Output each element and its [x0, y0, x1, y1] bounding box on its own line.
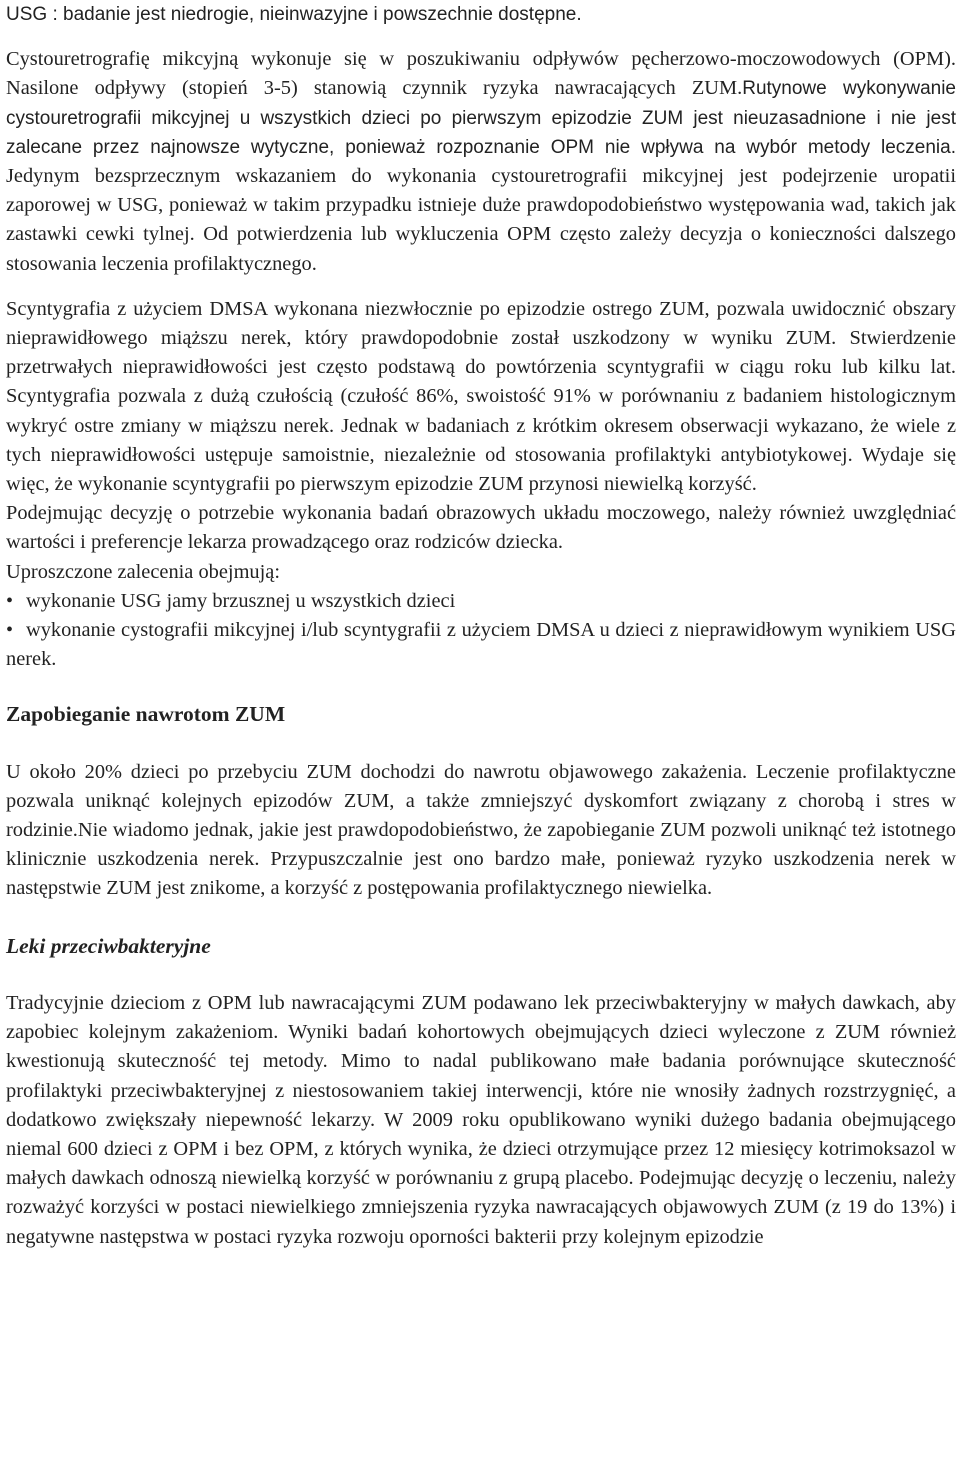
paragraph-scintigraphy: Scyntygrafia z użyciem DMSA wykonana niezwłocznie po epizodzie ostrego ZUM, pozwala uwidocznić obszary nieprawidłowego miąższu nerek, który prawdopodobnie został uszkodzony w wyniku ZUM. Stwierdzenie przetrwałych nieprawidłowości jest często podstawą do powtórzenia scyntygrafii w ciągu roku lub kilku lat. Scyntygrafia pozwala z dużą czułością (czułość 86%, swoistość 91% w porównaniu z badaniem histologicznym wykryć ostre zmiany w miąższu nerek. Jednak w badaniach z krótkim okresem obserwacji wykazano, że wiele z tych nieprawidłowości ustępuje samoistnie, niezależnie od stosowania profilaktyki antybiotykowej. Wydaje się więc, że wykonanie scyntygrafii po pierwszym epizodzie ZUM przynosi niewielką korzyść. [6, 297, 956, 496]
list-item-text: wykonanie USG jamy brzusznej u wszystkich dzieci [26, 589, 456, 612]
section-heading-antibacterials: Leki przeciwbakteryjne [6, 933, 211, 958]
paragraph-antibacterials: Tradycyjnie dzieciom z OPM lub nawracającymi ZUM podawano lek przeciwbakteryjny w małych dawkach, aby zapobiec kolejnym zakażeniom. Wyniki badań kohortowych obejmujących dzieci wyleczone z ZUM również kwestionują skuteczność tej metody. Mimo to nadal publikowano małe badania porównujące skuteczność profilaktyki przeciwbakteryjnej z niestosowaniem takiej interwencji, które nie wnosiły żadnych rozstrzygnięć, a dodatkowo zwiększały niepewność lekarzy. W 2009 roku opublikowano wyniki dużego badania obejmującego niemal 600 dzieci z OPM i bez OPM, z których wynika, że dzieci otrzymujące przez 12 miesięcy kotrimoksazol w małych dawkach odnoszą niewielką korzyść w porównaniu z grupą placebo. Podejmując decyzję o leczeniu, należy rozważyć korzyści w postaci niewielkiego zmniejszenia ryzyka nawracających objawowych ZUM (z 19 do 13%) i negatywne następstwa w postaci ryzyka rozwoju oporności bakterii przy kolejnym epizodzie [6, 991, 956, 1248]
section-heading-prevention: Zapobieganie nawrotom ZUM [6, 702, 286, 727]
list-item [6, 587, 956, 616]
list-item-text: wykonanie cystografii mikcyjnej i/lub scyntygrafii z użyciem DMSA u dzieci z nieprawidłowym wynikiem USG nerek. [6, 619, 956, 671]
paragraph-prevention-part-c: Nie wiadomo jednak, jakie jest prawdopodobieństwo, że zapobieganie ZUM pozwoli uniknąć też istotnego klinicznie uszkodzenia nerek. Przypuszczalnie jest ono bardzo małe, ponieważ ryzyko uszkodzenia nerek w następstwie ZUM jest znikome, a korzyść z postępowania profilaktycznego niewielka. [6, 819, 956, 900]
bullet-icon: • [6, 619, 14, 642]
bullet-icon: • [6, 589, 14, 612]
paragraph-cystouretrography-part-a: Cystouretrografię mikcyjną wykonuje się w poszukiwaniu odpływów pęcherzowo-moczowodowych (OPM). Nasilone odpływy (stopień 3-5) stanowią czynnik ryzyka nawracających ZUM. [6, 48, 956, 100]
list-item [6, 616, 956, 674]
paragraph-prevention [6, 758, 956, 904]
paragraph-decision: Podejmując decyzję o potrzebie wykonania badań obrazowych układu moczowego, należy również uwzględniać wartości i preferencje lekarza prowadzącego oraz rodziców dziecka. [6, 502, 956, 554]
paragraph-cystouretrography-part-b: Rutynowe wykonywanie cystouretrografii mikcyjnej u wszystkich dzieci po pierwszym epizodzie ZUM jest nieuzasadnione i nie jest zalecane przez najnowsze wytyczne, ponieważ rozpoznanie OPM nie wpływa na wybór metody leczenia. [6, 78, 956, 158]
paragraph-recommendations-intro: Uproszczone zalecenia obejmują: [6, 560, 280, 583]
section-heading-wrapper [6, 700, 956, 729]
document-page [6, 0, 956, 1252]
recommendations-list [6, 587, 956, 675]
paragraph-prevention-part-b: Leczenie profilaktyczne pozwala uniknąć kolejnych epizodów ZUM, a także zmniejszyć dyskomfort związany z chorobą i stres w rodzinie. [6, 760, 956, 842]
paragraph-usg: USG : badanie jest niedrogie, nieinwazyjne i powszechnie dostępne. [6, 4, 582, 25]
paragraph-cystouretrography-part-c: Jedynym bezsprzecznym wskazaniem do wykonania cystouretrografii mikcyjnej jest podejrzenie uropatii zaporowej w USG, ponieważ w takim przypadku istnieje duże prawdopodobieństwo występowania wad, takich jak zastawki cewki tylnej. Od potwierdzenia lub wykluczenia OPM często zależy decyzja o konieczności dalszego stosowania leczenia profilaktycznego. [6, 165, 956, 275]
paragraph-prevention-part-a: U około 20% dzieci po przebyciu ZUM dochodzi do nawrotu objawowego zakażenia. [6, 760, 748, 783]
paragraph-cystouretrography [6, 45, 956, 279]
section-heading-wrapper [6, 932, 956, 961]
